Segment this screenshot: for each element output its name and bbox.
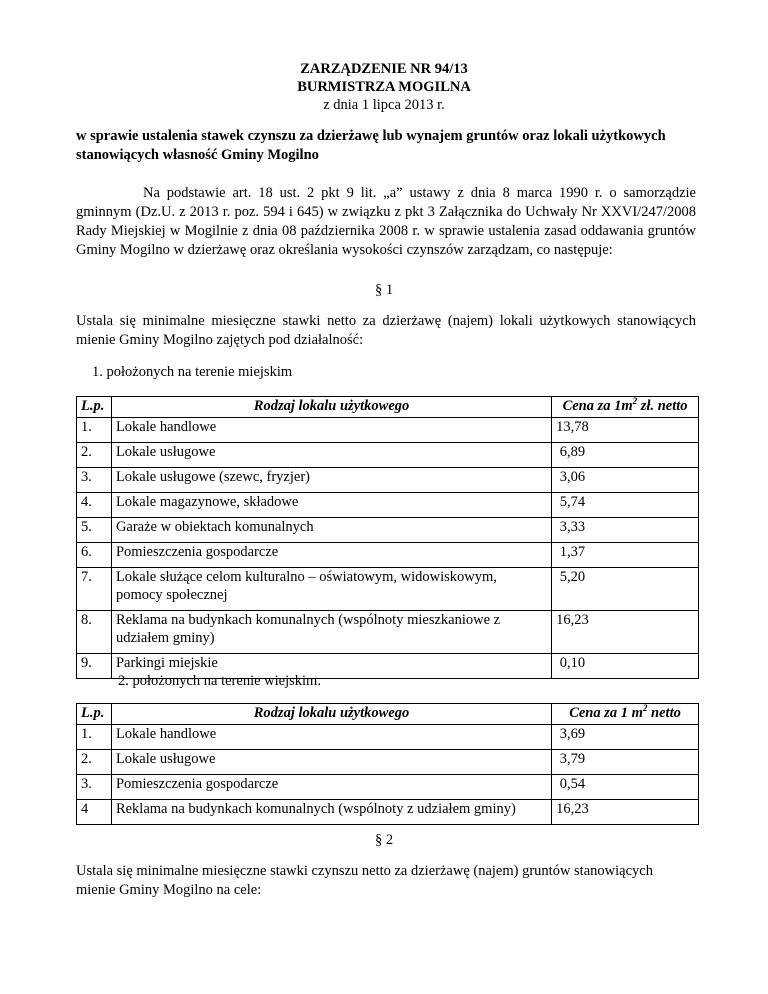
table-row [77, 611, 699, 654]
cell-price: 13,78 [552, 418, 699, 443]
column-header-type: Rodzaj lokalu użytkowego [111, 397, 551, 418]
table-row [77, 800, 699, 825]
cell-type: Lokale magazynowe, składowe [111, 493, 551, 518]
table-header-row [77, 704, 699, 725]
table-row [77, 775, 699, 800]
cell-lp: 1. [77, 418, 112, 443]
cell-type: Lokale handlowe [111, 418, 551, 443]
cell-price: 3,69 [552, 725, 699, 750]
table-row [77, 568, 699, 611]
table-row [77, 443, 699, 468]
cell-lp: 5. [77, 518, 112, 543]
document-header [0, 60, 768, 114]
cell-lp: 3. [77, 775, 112, 800]
cell-price: 3,33 [552, 518, 699, 543]
list-item-rural: 2. położonych na terenie wiejskim. [118, 673, 321, 689]
issuing-authority: BURMISTRZA MOGILNA [297, 79, 471, 95]
cell-price: 5,74 [552, 493, 699, 518]
cell-type: Parkingi miejskie [111, 654, 551, 679]
cell-price: 6,89 [552, 443, 699, 468]
list-item-urban: 1. położonych na terenie miejskim [92, 364, 293, 380]
cell-lp: 4 [77, 800, 112, 825]
column-header-price: Cena za $1m^2$ zł. netto [552, 397, 699, 418]
cell-type: Lokale handlowe [111, 725, 551, 750]
cell-type: Reklama na budynkach komunalnych (wspólnoty z udziałem gminy) [111, 800, 551, 825]
document-title: ZARZĄDZENIE NR 94/13 [300, 61, 468, 77]
section-2-sign: § 2 [374, 832, 394, 848]
cell-type: Lokale służące celom kulturalno – oświatowym, widowiskowym, pomocy społecznej [111, 568, 551, 611]
column-header-price: Cena za 1 $m^2$ netto [552, 704, 699, 725]
column-header-lp: L.p. [77, 704, 112, 725]
cell-type: Lokale usługowe [111, 750, 551, 775]
section-1-sign: § 1 [374, 282, 394, 298]
table-row [77, 750, 699, 775]
legal-basis-paragraph: Na podstawie art. 18 ust. 2 pkt 9 lit. „a” ustawy z dnia 8 marca 1990 r. o samorządzie gminnym (Dz.U. z 2013 r. poz. 594 i 645) w związku z pkt 3 Załącznika do Uchwały Nr XXVI/247/2008 Rady Miejskiej w Mogilnie z dnia 08 października 2008 r. w sprawie ustalenia zasad oddawania gruntów Gminy Mogilno w dzierżawę oraz określania wysokości czynszów zarządzam, co następuje: [76, 185, 696, 258]
cell-lp: 3. [77, 468, 112, 493]
table-row [77, 468, 699, 493]
cell-lp: 8. [77, 611, 112, 654]
cell-type: Lokale usługowe (szewc, fryzjer) [111, 468, 551, 493]
cell-price: 0,10 [552, 654, 699, 679]
cell-price: 1,37 [552, 543, 699, 568]
table-header-row [77, 397, 699, 418]
cell-lp: 9. [77, 654, 112, 679]
rural-rates-table [76, 703, 699, 825]
table-row [77, 725, 699, 750]
urban-rates-table [76, 396, 699, 679]
cell-price: 0,54 [552, 775, 699, 800]
column-header-lp: L.p. [77, 397, 112, 418]
cell-lp: 2. [77, 750, 112, 775]
cell-type: Pomieszczenia gospodarcze [111, 543, 551, 568]
cell-lp: 7. [77, 568, 112, 611]
table-row [77, 543, 699, 568]
cell-price: 3,06 [552, 468, 699, 493]
cell-price: 3,79 [552, 750, 699, 775]
cell-type: Garaże w obiektach komunalnych [111, 518, 551, 543]
cell-lp: 6. [77, 543, 112, 568]
cell-price: 5,20 [552, 568, 699, 611]
cell-type: Lokale usługowe [111, 443, 551, 468]
cell-lp: 4. [77, 493, 112, 518]
cell-lp: 2. [77, 443, 112, 468]
column-header-type: Rodzaj lokalu użytkowego [111, 704, 551, 725]
document-date: z dnia 1 lipca 2013 r. [323, 97, 445, 113]
cell-price: 16,23 [552, 611, 699, 654]
table-row [77, 518, 699, 543]
section-1-text: Ustala się minimalne miesięczne stawki netto za dzierżawę (najem) lokali użytkowych stanowiących mienie Gminy Mogilno zajętych pod działalność: [76, 313, 696, 348]
table-row [77, 493, 699, 518]
cell-price: 16,23 [552, 800, 699, 825]
section-2-text: Ustala się minimalne miesięczne stawki czynszu netto za dzierżawę (najem) gruntów stanowiących mienie Gminy Mogilno na cele: [76, 863, 653, 898]
table-row [77, 418, 699, 443]
cell-type: Reklama na budynkach komunalnych (wspólnoty mieszkaniowe z udziałem gminy) [111, 611, 551, 654]
cell-lp: 1. [77, 725, 112, 750]
cell-type: Pomieszczenia gospodarcze [111, 775, 551, 800]
document-subject: w sprawie ustalenia stawek czynszu za dzierżawę lub wynajem gruntów oraz lokali użytkowych stanowiących własność Gminy Mogilno [76, 128, 666, 163]
